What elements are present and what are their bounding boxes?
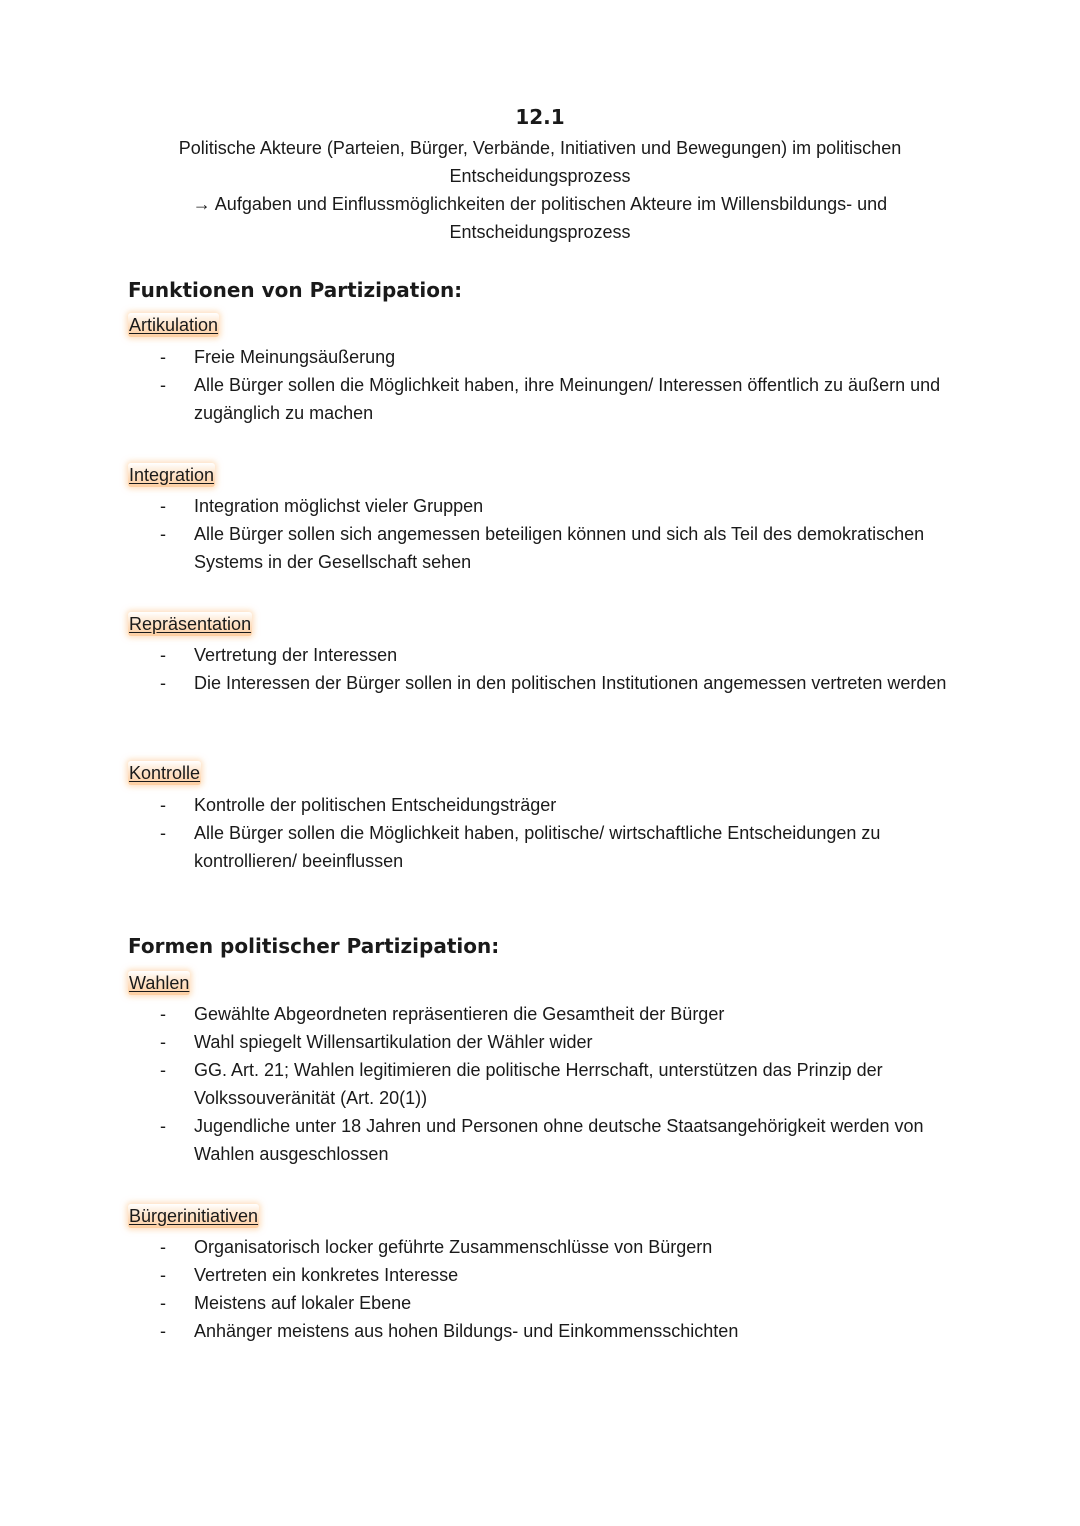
list-item-text: Alle Bürger sollen die Möglichkeit haben, politische/ wirtschaftliche Entscheidungen zu kontrollieren/ beeinflussen <box>194 823 881 871</box>
subtitle-focus: → Aufgaben und Einflussmöglichkeiten der politischen Akteure im Willensbildungs- und Entscheidungsprozess <box>192 194 888 242</box>
category-integration: Integration <box>129 465 215 485</box>
list-item <box>128 520 948 576</box>
bullet-dash: - <box>160 823 166 843</box>
category-repraesentation: Repräsentation <box>129 614 252 634</box>
list-item <box>128 343 948 371</box>
list-item <box>128 1317 948 1345</box>
bullet-list-repraesentation <box>128 641 948 697</box>
list-item-text: Gewählte Abgeordneten repräsentieren die Gesamtheit der Bürger <box>194 1004 725 1024</box>
document-title: 12.1 <box>515 105 565 129</box>
list-item <box>128 492 948 520</box>
list-item <box>128 1289 948 1317</box>
list-item-text: Organisatorisch locker geführte Zusammenschlüsse von Bürgern <box>194 1237 713 1257</box>
section-heading-funktionen: Funktionen von Partizipation: <box>128 278 463 302</box>
list-item <box>128 791 948 819</box>
list-item <box>128 1112 948 1168</box>
list-item <box>128 1028 948 1056</box>
bullet-dash: - <box>160 1116 166 1136</box>
list-item <box>128 1000 948 1028</box>
list-item <box>128 819 948 875</box>
bullet-dash: - <box>160 496 166 516</box>
section-heading-formen: Formen politischer Partizipation: <box>128 934 500 958</box>
list-item-text: Integration möglichst vieler Gruppen <box>194 496 484 516</box>
bullet-dash: - <box>160 795 166 815</box>
list-item <box>128 1056 948 1112</box>
list-item-text: Vertreten ein konkretes Interesse <box>194 1265 459 1285</box>
bullet-dash: - <box>160 347 166 367</box>
bullet-dash: - <box>160 524 166 544</box>
list-item-text: Jugendliche unter 18 Jahren und Personen ohne deutsche Staatsangehörigkeit werden von Wahlen ausgeschlossen <box>194 1116 924 1164</box>
bullet-dash: - <box>160 1060 166 1080</box>
list-item-text: Kontrolle der politischen Entscheidungsträger <box>194 795 557 815</box>
bullet-dash: - <box>160 1032 166 1052</box>
document-subtitle <box>150 134 930 246</box>
bullet-list-artikulation <box>128 343 948 427</box>
subtitle-topic: Politische Akteure (Parteien, Bürger, Verbände, Initiativen und Bewegungen) im politischen Entscheidungsprozess <box>178 138 902 186</box>
list-item <box>128 669 948 697</box>
bullet-dash: - <box>160 1004 166 1024</box>
bullet-list-buergerinitiativen <box>128 1233 948 1345</box>
bullet-list-integration <box>128 492 948 576</box>
bullet-dash: - <box>160 673 166 693</box>
bullet-dash: - <box>160 1321 166 1341</box>
category-artikulation: Artikulation <box>129 315 219 335</box>
list-item <box>128 1233 948 1261</box>
list-item-text: Alle Bürger sollen sich angemessen beteiligen können und sich als Teil des demokratischen Systems in der Gesellschaft sehen <box>194 524 925 572</box>
category-kontrolle: Kontrolle <box>129 763 201 783</box>
bullet-list-wahlen <box>128 1000 948 1168</box>
list-item-text: Vertretung der Interessen <box>194 645 398 665</box>
bullet-dash: - <box>160 1265 166 1285</box>
list-item-text: Alle Bürger sollen die Möglichkeit haben, ihre Meinungen/ Interessen öffentlich zu äußern und zugänglich zu machen <box>194 375 941 423</box>
bullet-dash: - <box>160 1237 166 1257</box>
list-item-text: Anhänger meistens aus hohen Bildungs- und Einkommensschichten <box>194 1321 739 1341</box>
list-item-text: Meistens auf lokaler Ebene <box>194 1293 412 1313</box>
bullet-list-kontrolle <box>128 791 948 875</box>
list-item-text: Die Interessen der Bürger sollen in den politischen Institutionen angemessen vertreten werden <box>194 673 947 693</box>
list-item-text: GG. Art. 21; Wahlen legitimieren die politische Herrschaft, unterstützen das Prinzip der Volkssouveränität (Art. 20(1)) <box>194 1060 883 1108</box>
list-item <box>128 371 948 427</box>
list-item <box>128 1261 948 1289</box>
category-buergerinitiativen: Bürgerinitiativen <box>129 1206 259 1226</box>
bullet-dash: - <box>160 1293 166 1313</box>
bullet-dash: - <box>160 645 166 665</box>
list-item-text: Wahl spiegelt Willensartikulation der Wähler wider <box>194 1032 593 1052</box>
category-wahlen: Wahlen <box>129 973 190 993</box>
bullet-dash: - <box>160 375 166 395</box>
list-item <box>128 641 948 669</box>
list-item-text: Freie Meinungsäußerung <box>194 347 396 367</box>
